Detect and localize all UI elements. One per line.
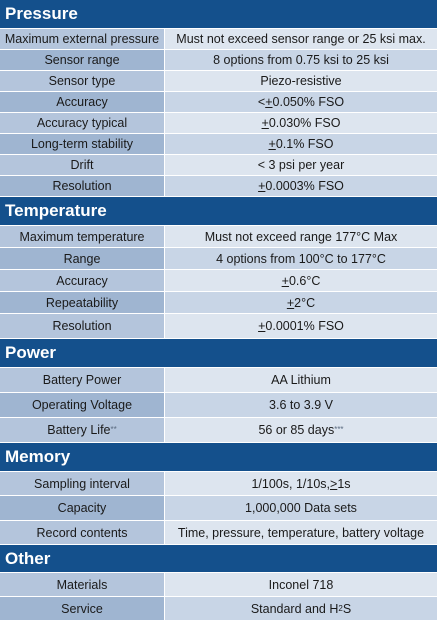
row-label: Resolution [0,176,165,196]
row-label: Accuracy [0,270,165,291]
table-row [0,270,437,292]
value-prefix: 1/100s, 1/10s, [251,476,330,491]
row-label: Battery Life ** [0,418,165,442]
row-label: Long-term stability [0,134,165,154]
table-row [0,292,437,314]
row-value: 3.6 to 3.9 V [165,393,437,417]
row-value: Standard and H 2 S [165,597,437,620]
row-label: Accuracy typical [0,113,165,133]
value-suffix: 1s [337,476,351,491]
row-label: Capacity [0,496,165,520]
value-suffix: S [342,601,352,616]
row-value: 8 options from 0.75 ksi to 25 ksi [165,50,437,70]
row-value: Must not exceed range 177°C Max [165,226,437,247]
row-label: Service [0,597,165,620]
section-title: Power [5,343,57,362]
plus-minus-symbol: + [286,295,295,310]
value-suffix: 2°C [294,295,316,310]
plus-minus-symbol: + [258,319,266,333]
table-row [0,29,437,50]
row-label: Sensor type [0,71,165,91]
table-row [0,597,437,621]
table-row [0,113,437,134]
table-row [0,472,437,496]
row-label: Drift [0,155,165,175]
table-row [0,176,437,197]
table-row [0,573,437,597]
row-value [165,134,437,154]
row-value: 1,000,000 Data sets [165,496,437,520]
row-label: Repeatability [0,292,165,313]
row-label: Sensor range [0,50,165,70]
section-title: Other [5,548,51,568]
row-value: 56 or 85 days *** [165,418,437,442]
greater-equal-symbol: > [330,476,338,491]
row-value [165,472,437,495]
row-value [165,92,437,112]
value-suffix: 0.030% FSO [268,116,341,130]
section-header-temperature [0,197,437,226]
label-text: Battery Life [47,423,111,437]
table-row [0,134,437,155]
row-label: Resolution [0,314,165,338]
table-row [0,71,437,92]
table-row [0,368,437,393]
section-title: Memory [5,447,71,466]
table-row [0,393,437,418]
row-label: Operating Voltage [0,393,165,417]
row-value [165,292,437,313]
row-value: < 3 psi per year [165,155,437,175]
table-row [0,50,437,71]
row-value [165,270,437,291]
plus-minus-symbol: + [268,137,276,151]
value-prefix: Standard and H [250,601,339,616]
section-header-other [0,545,437,573]
row-label: Battery Power [0,368,165,392]
row-value: Time, pressure, temperature, battery voltage [165,521,437,544]
row-value: AA Lithium [165,368,437,392]
plus-minus-symbol: + [265,95,273,109]
table-row [0,155,437,176]
row-value: Piezo-resistive [165,71,437,91]
value-suffix: 0.050% FSO [272,95,345,109]
table-row [0,521,437,545]
value-suffix: 0.0001% FSO [265,319,344,333]
value-suffix: 0.0003% FSO [265,179,344,193]
row-label: Sampling interval [0,472,165,495]
row-label: Maximum external pressure [0,29,165,49]
row-value: Must not exceed sensor range or 25 ksi max. [165,29,437,49]
section-header-memory [0,443,437,472]
row-label: Accuracy [0,92,165,112]
row-label: Maximum temperature [0,226,165,247]
row-value: 4 options from 100°C to 177°C [165,248,437,269]
value-prefix: < [257,95,266,109]
row-value: Inconel 718 [165,573,437,596]
row-value [165,314,437,338]
section-title: Temperature [5,201,107,220]
section-title: Pressure [5,4,78,23]
row-value [165,113,437,133]
value-text: 56 or 85 days [258,423,335,437]
table-row [0,314,437,339]
table-row [0,226,437,248]
row-value [165,176,437,196]
table-row [0,92,437,113]
plus-minus-symbol: + [261,116,269,130]
row-label: Record contents [0,521,165,544]
plus-minus-symbol: + [281,273,289,288]
value-suffix: 0.1% FSO [275,137,334,151]
section-header-pressure [0,0,437,29]
table-row [0,248,437,270]
row-label: Materials [0,573,165,596]
table-row [0,418,437,443]
plus-minus-symbol: + [258,179,266,193]
value-suffix: 0.6°C [288,273,321,288]
section-header-power [0,339,437,368]
table-row [0,496,437,521]
row-label: Range [0,248,165,269]
